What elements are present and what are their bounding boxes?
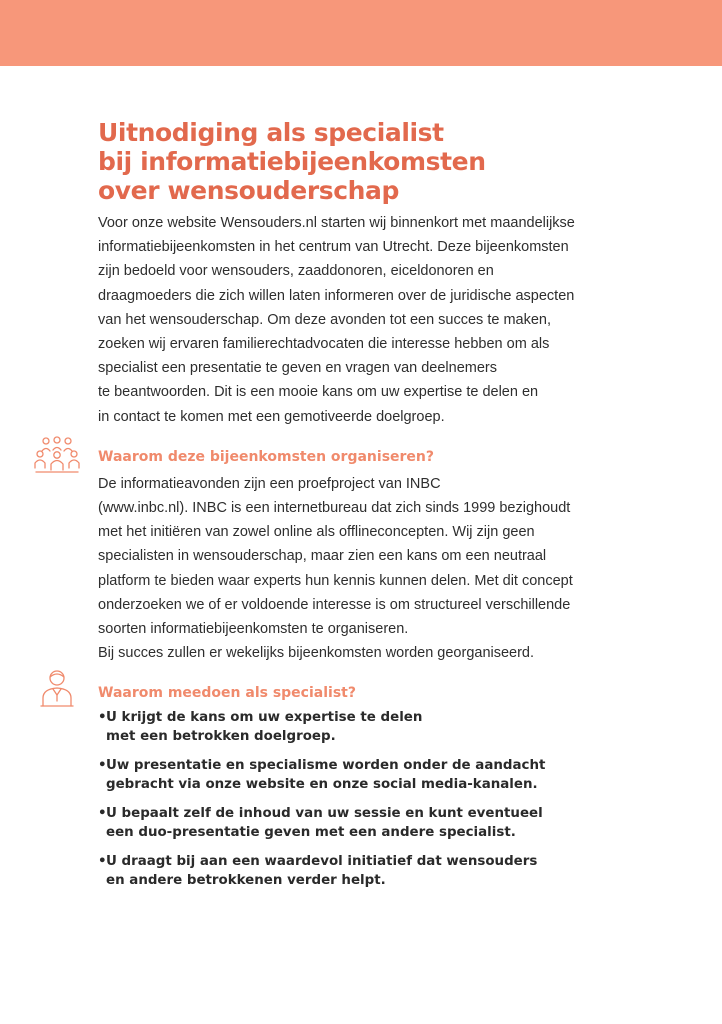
document-body: [98, 118, 638, 900]
text-line: U draagt bij aan een waardevol initiatief dat wensouders: [106, 854, 538, 870]
text-line: en andere betrokkenen verder helpt.: [106, 873, 386, 889]
list-item: [98, 852, 638, 890]
text-line: gebracht via onze website en onze social media-kanalen.: [106, 777, 538, 793]
group-people-icon: [34, 436, 80, 476]
section-heading: Waarom deze bijeenkomsten organiseren?: [98, 448, 435, 465]
text-line: met het initiëren van zowel online als offlineconcepten. Wij zijn geen: [98, 524, 535, 541]
list-item: [98, 756, 638, 794]
text-line: De informatieavonden zijn een proefproject van INBC: [98, 475, 441, 492]
text-line: zoeken wij ervaren familierechtadvocaten die interesse hebben om als: [98, 336, 550, 353]
text-line: soorten informatiebijeenkomsten te organiseren.: [98, 621, 409, 638]
intro-paragraph: [98, 211, 638, 429]
text-line: onderzoeken we of er voldoende interesse is om structureel verschillende: [98, 596, 571, 613]
text-line: van het wensouderschap. Om deze avonden tot een succes te maken,: [98, 311, 551, 328]
text-line: platform te bieden waar experts hun kennis kunnen delen. Met dit concept: [98, 572, 573, 589]
text-line: te beantwoorden. Dit is een mooie kans om uw expertise te delen en: [98, 384, 539, 401]
header-band: [0, 0, 722, 66]
bullet-marker: •: [98, 710, 107, 726]
text-line: informatiebijeenkomsten in het centrum van Utrecht. Deze bijeenkomsten: [98, 239, 569, 256]
text-line: met een betrokken doelgroep.: [106, 729, 336, 745]
text-line: specialist een presentatie te geven en vragen van deelnemers: [98, 360, 498, 377]
section-why-participate: [98, 682, 638, 890]
title-line: Uitnodiging als specialist: [98, 118, 444, 147]
text-line: (www.inbc.nl). INBC is een internetbureau dat zich sinds 1999 bezighoudt: [98, 500, 571, 517]
text-line: zijn bedoeld voor wensouders, zaaddonoren, eiceldonoren en: [98, 263, 494, 280]
section-heading: Waarom meedoen als specialist?: [98, 685, 356, 702]
page-title: [98, 118, 638, 205]
title-line: over wensouderschap: [98, 176, 400, 205]
list-item: [98, 804, 638, 842]
text-line: Uw presentatie en specialisme worden onder de aandacht: [106, 758, 546, 774]
specialist-person-icon: [34, 668, 80, 708]
bullet-marker: •: [98, 758, 107, 774]
bullet-marker: •: [98, 854, 107, 870]
text-line: U bepaalt zelf de inhoud van uw sessie en kunt eventueel: [106, 806, 543, 822]
benefits-list: [98, 708, 638, 890]
list-item: [98, 708, 638, 746]
text-line: specialisten in wensouderschap, maar zien een kans om een neutraal: [98, 548, 547, 565]
title-line: bij informatiebijeenkomsten: [98, 147, 486, 176]
text-line: U krijgt de kans om uw expertise te delen: [106, 710, 423, 726]
text-line: een duo-presentatie geven met een andere specialist.: [106, 825, 516, 841]
text-line: draagmoeders die zich willen laten informeren over de juridische aspecten: [98, 287, 575, 304]
bullet-marker: •: [98, 806, 107, 822]
text-line: in contact te komen met een gemotiveerde doelgroep.: [98, 408, 445, 425]
section-why-organize: [98, 446, 638, 666]
section-paragraph: [98, 472, 638, 666]
text-line: Bij succes zullen er wekelijks bijeenkomsten worden georganiseerd.: [98, 645, 535, 662]
text-line: Voor onze website Wensouders.nl starten wij binnenkort met maandelijkse: [98, 215, 575, 231]
